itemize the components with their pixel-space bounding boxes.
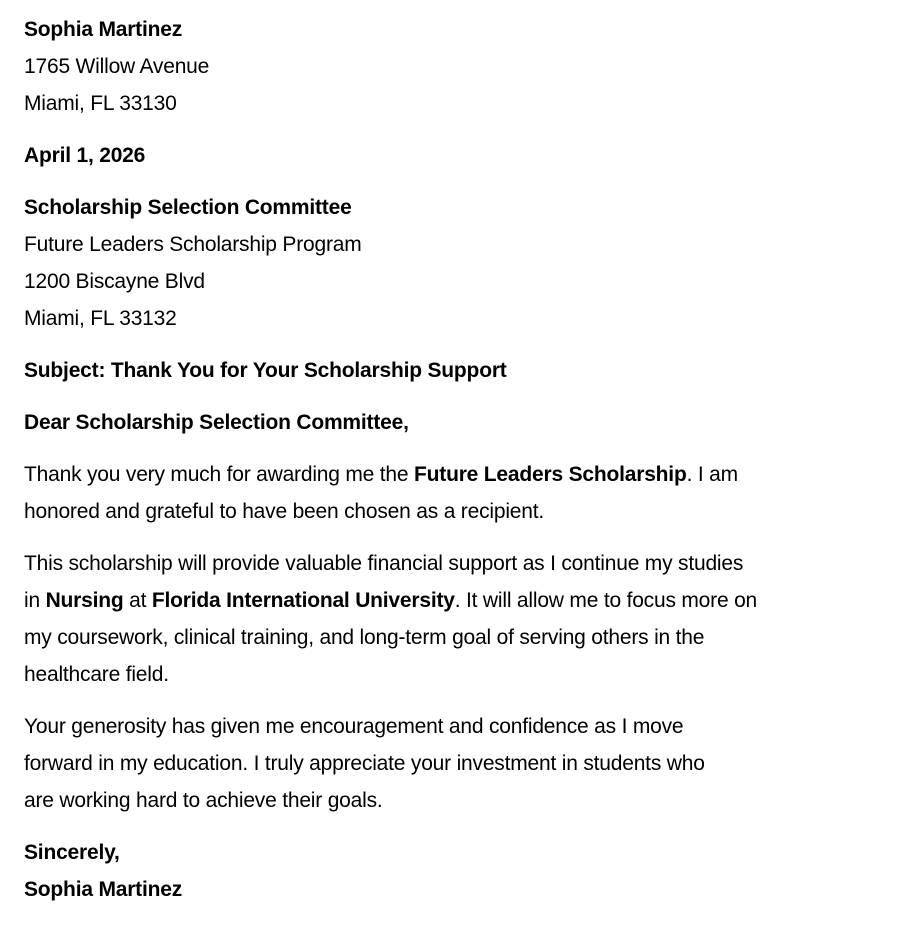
paragraph-2-line-3: my coursework, clinical training, and long-term goal of serving others in the	[24, 626, 705, 649]
salutation-block	[24, 404, 876, 441]
paragraph-1-text: Thank you very much for awarding me the	[24, 463, 415, 486]
recipient-name: Scholarship Selection Committee	[24, 196, 352, 219]
recipient-street: 1200 Biscayne Blvd	[24, 270, 205, 293]
subject-line: Subject: Thank You for Your Scholarship Support	[24, 359, 507, 382]
sender-name: Sophia Martinez	[24, 18, 183, 41]
paragraph-3-line-1: Your generosity has given me encouragement and confidence as I move	[24, 715, 684, 738]
paragraph-3	[24, 708, 876, 819]
recipient-organization: Future Leaders Scholarship Program	[24, 233, 362, 256]
paragraph-1-line-2: honored and grateful to have been chosen as a recipient.	[24, 500, 545, 523]
paragraph-2-text: at	[123, 589, 152, 612]
paragraph-3-line-2: forward in my education. I truly appreciate your investment in students who	[24, 752, 705, 775]
major-emphasis: Nursing	[45, 589, 124, 612]
university-emphasis: Florida International University	[151, 589, 455, 612]
sender-city-state-zip: Miami, FL 33130	[24, 92, 177, 115]
sign-off: Sincerely,	[24, 841, 120, 864]
closing-block	[24, 834, 876, 908]
paragraph-1	[24, 456, 876, 530]
paragraph-1-line-1	[24, 456, 876, 493]
paragraph-2-line-2	[24, 582, 876, 619]
paragraph-2-text: in	[24, 589, 46, 612]
salutation-line: Dear Scholarship Selection Committee,	[24, 411, 409, 434]
letter-date: April 1, 2026	[24, 144, 146, 167]
paragraph-2-text: . It will allow me to focus more on	[454, 589, 758, 612]
paragraph-1-text: . I am	[686, 463, 738, 486]
sender-block	[24, 11, 876, 122]
paragraph-3-line-3: are working hard to achieve their goals.	[24, 789, 383, 812]
recipient-block	[24, 189, 876, 337]
sender-street: 1765 Willow Avenue	[24, 55, 210, 78]
signature-name: Sophia Martinez	[24, 878, 183, 901]
paragraph-2-line-1: This scholarship will provide valuable financial support as I continue my studies	[24, 552, 744, 575]
paragraph-2	[24, 545, 876, 693]
paragraph-2-line-4: healthcare field.	[24, 663, 169, 686]
subject-block	[24, 352, 876, 389]
scholarship-name-emphasis: Future Leaders Scholarship	[414, 463, 687, 486]
recipient-city-state-zip: Miami, FL 33132	[24, 307, 177, 330]
date-block	[24, 137, 876, 174]
